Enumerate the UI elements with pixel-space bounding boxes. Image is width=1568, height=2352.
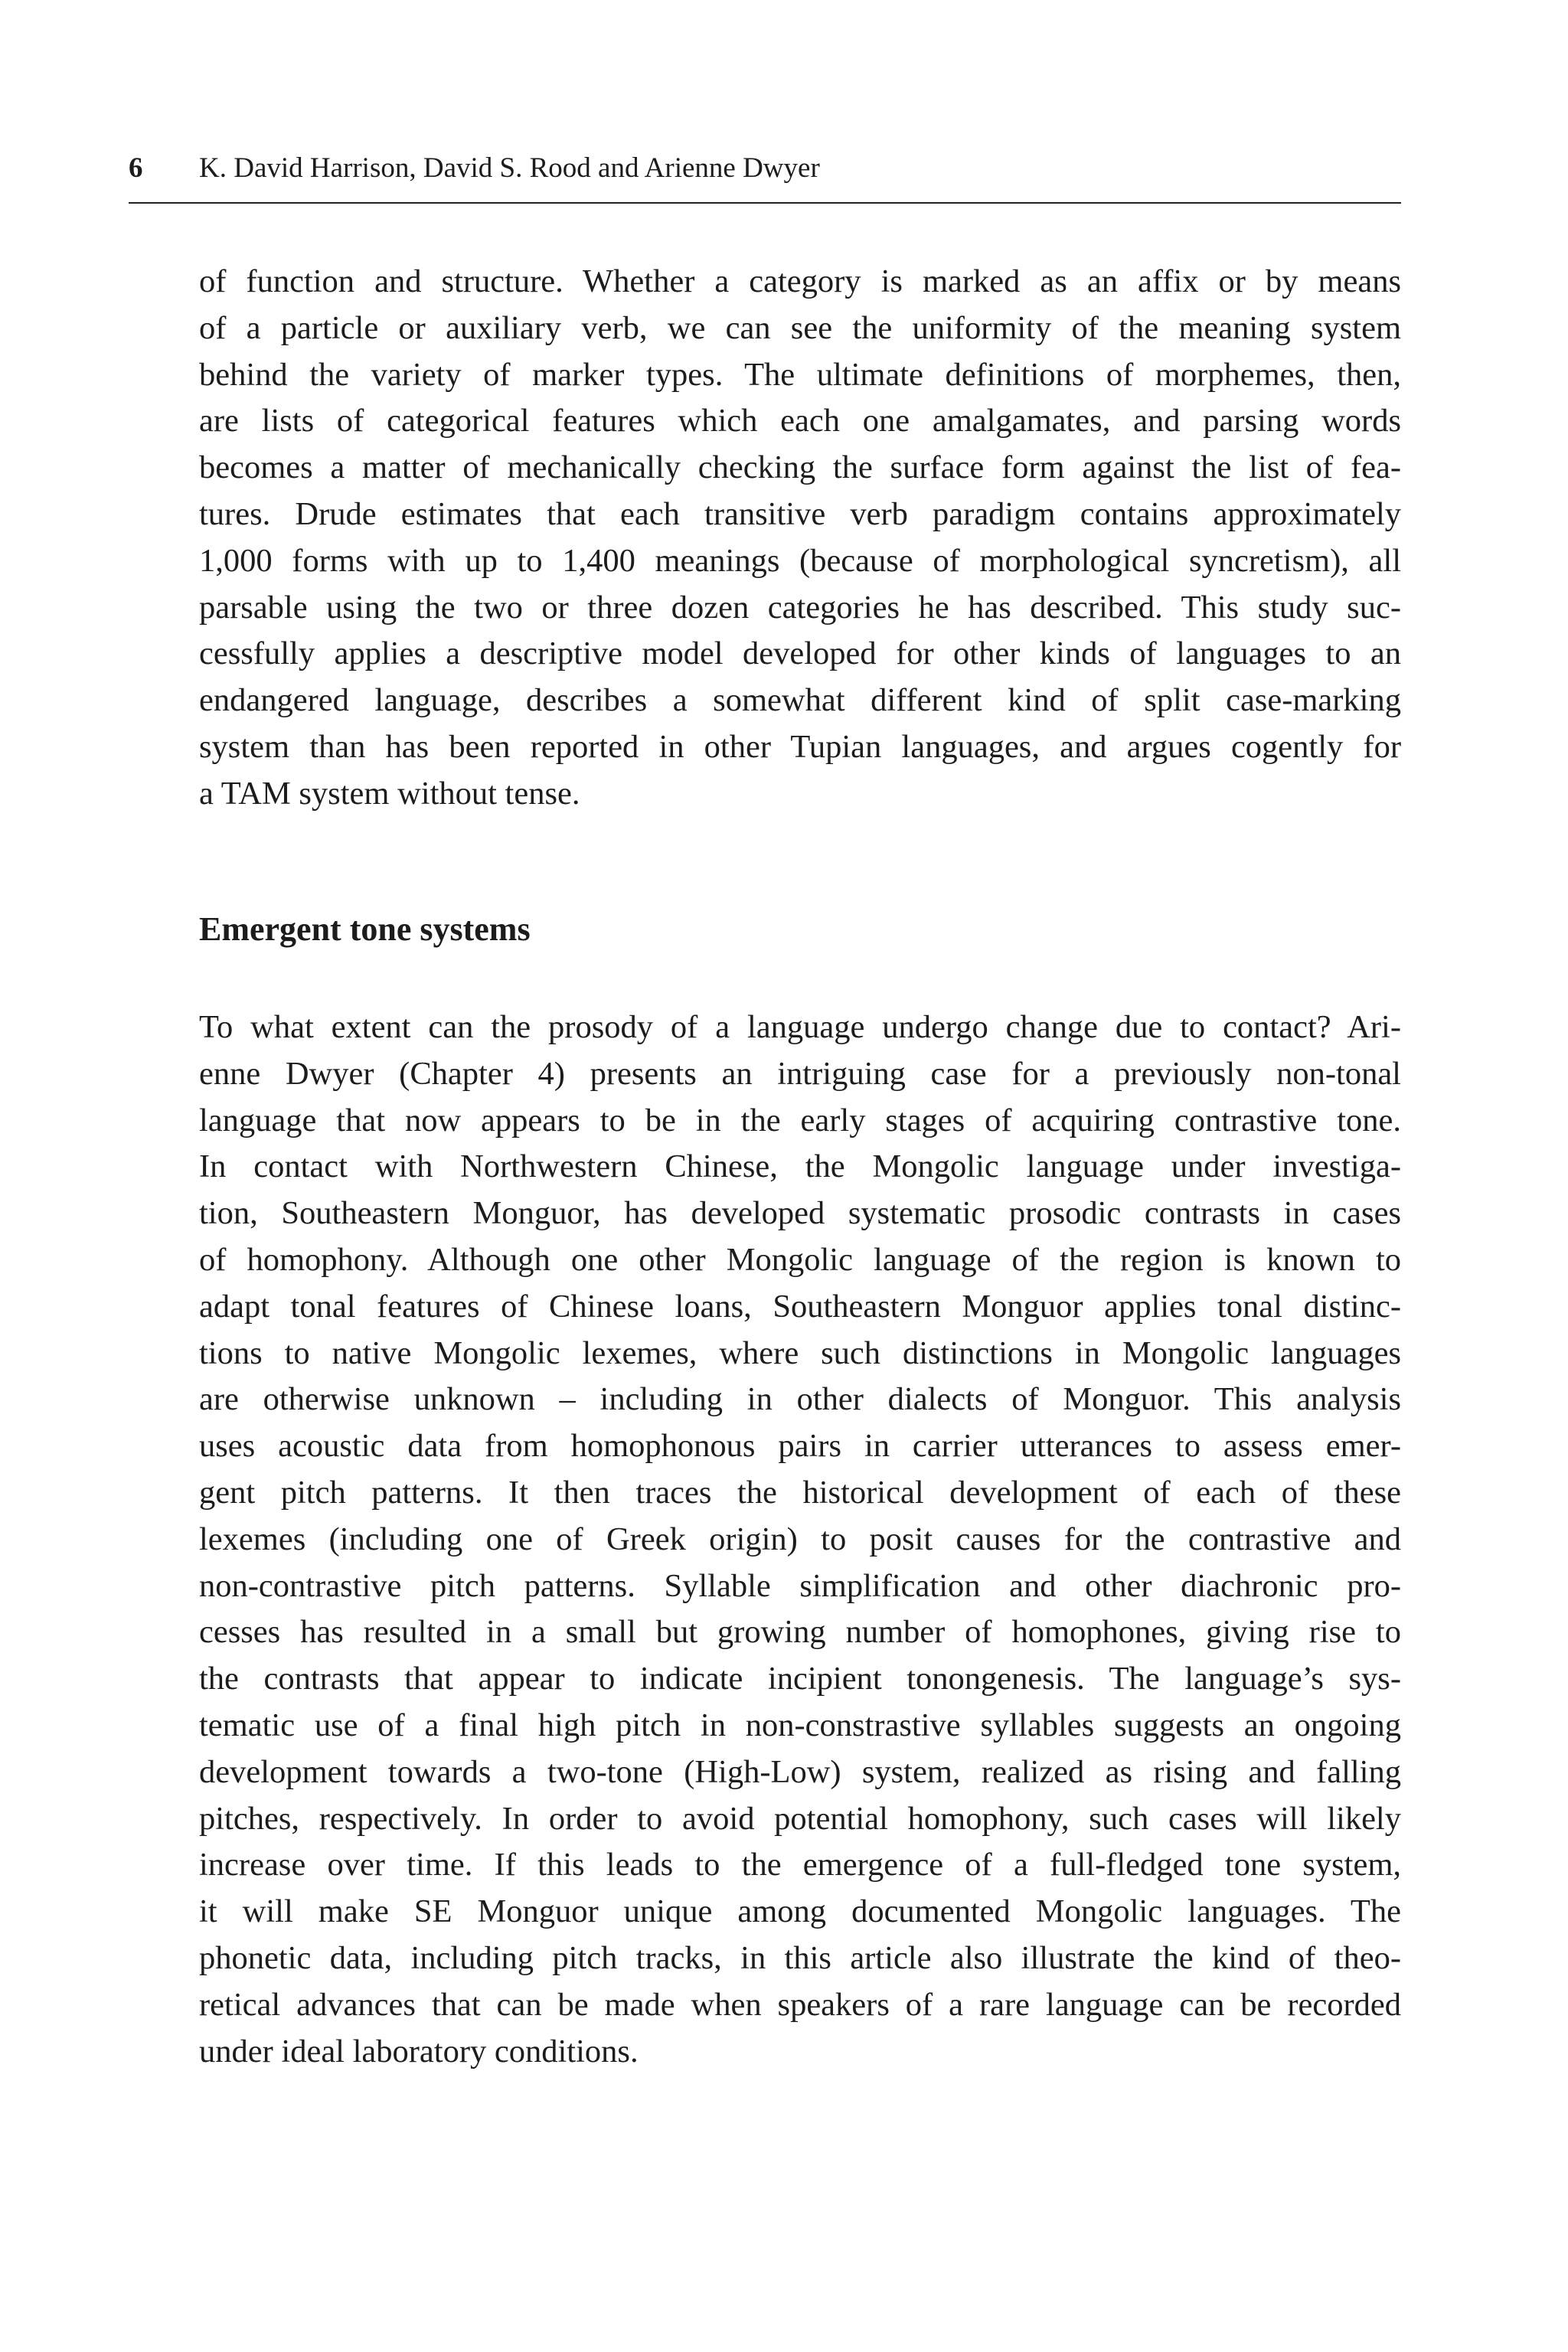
text-line: under ideal laboratory conditions.	[199, 2033, 639, 2069]
text-line: retical advances that can be made when speakers of a rare language can be recorded	[199, 1986, 1401, 2023]
text-line: are lists of categorical features which each one amalgamates, and parsing words	[199, 403, 1401, 439]
text-line: the contrasts that appear to indicate incipient tonongenesis. The language’s sys-	[199, 1661, 1401, 1697]
text-line: are otherwise unknown – including in other dialects of Monguor. This analysis	[199, 1381, 1401, 1418]
text-line: lexemes (including one of Greek origin) to posit causes for the contrastive and	[199, 1521, 1401, 1557]
text-line: enne Dwyer (Chapter 4) presents an intriguing case for a previously non-tonal	[199, 1055, 1401, 1092]
text-line: tematic use of a final high pitch in non-constrastive syllables suggests an ongoing	[199, 1707, 1401, 1743]
text-line: adapt tonal features of Chinese loans, Southeastern Monguor applies tonal distinc-	[199, 1288, 1401, 1325]
text-line: becomes a matter of mechanically checking the surface form against the list of fea-	[199, 449, 1401, 486]
text-line: cesses has resulted in a small but growing number of homophones, giving rise to	[199, 1614, 1401, 1651]
text-line: of a particle or auxiliary verb, we can see the uniformity of the meaning system	[199, 309, 1401, 346]
text-line: increase over time. If this leads to the emergence of a full-fledged tone system,	[199, 1847, 1401, 1883]
section-heading: Emergent tone systems	[199, 910, 531, 948]
text-line: tion, Southeastern Monguor, has developed systematic prosodic contrasts in cases	[199, 1195, 1401, 1232]
text-line: non-contrastive pitch patterns. Syllable simplification and other diachronic pro-	[199, 1567, 1401, 1604]
running-head	[129, 150, 1401, 204]
text-line: endangered language, describes a somewhat different kind of split case-marking	[199, 682, 1401, 719]
text-line: pitches, respectively. In order to avoid potential homophony, such cases will likely	[199, 1800, 1401, 1837]
text-line: development towards a two-tone (High-Low) system, realized as rising and falling	[199, 1753, 1401, 1790]
page-number: 6	[129, 152, 143, 184]
text-line: In contact with Northwestern Chinese, the Mongolic language under investiga-	[199, 1148, 1401, 1185]
paragraph	[199, 259, 1401, 818]
text-line: phonetic data, including pitch tracks, in this article also illustrate the kind of theo-	[199, 1939, 1401, 1976]
text-line: tures. Drude estimates that each transitive verb paradigm contains approximately	[199, 495, 1401, 532]
text-line: a TAM system without tense.	[199, 775, 580, 812]
text-line: language that now appears to be in the early stages of acquiring contrastive tone.	[199, 1102, 1401, 1138]
text-line: of function and structure. Whether a category is marked as an affix or by means	[199, 263, 1401, 299]
text-line: of homophony. Although one other Mongolic language of the region is known to	[199, 1241, 1401, 1278]
running-head-authors: K. David Harrison, David S. Rood and Arienne Dwyer	[199, 152, 820, 184]
text-line: To what extent can the prosody of a language undergo change due to contact? Ari-	[199, 1009, 1401, 1045]
text-line: system than has been reported in other Tupian languages, and argues cogently for	[199, 728, 1401, 765]
text-line: tions to native Mongolic lexemes, where such distinctions in Mongolic languages	[199, 1334, 1401, 1371]
text-line: gent pitch patterns. It then traces the historical development of each of these	[199, 1474, 1401, 1511]
text-line: cessfully applies a descriptive model developed for other kinds of languages to an	[199, 635, 1401, 672]
text-line: parsable using the two or three dozen categories he has described. This study suc-	[199, 589, 1401, 626]
text-line: behind the variety of marker types. The ultimate definitions of morphemes, then,	[199, 356, 1401, 393]
paragraph-translation-summary	[199, 259, 1401, 818]
text-line: uses acoustic data from homophonous pairs in carrier utterances to assess emer-	[199, 1428, 1401, 1465]
paragraph	[199, 1004, 1401, 2075]
paragraph-emergent-tone	[199, 1004, 1401, 2075]
text-line: 1,000 forms with up to 1,400 meanings (because of morphological syncretism), all	[199, 542, 1401, 579]
text-line: it will make SE Monguor unique among documented Mongolic languages. The	[199, 1893, 1401, 1930]
